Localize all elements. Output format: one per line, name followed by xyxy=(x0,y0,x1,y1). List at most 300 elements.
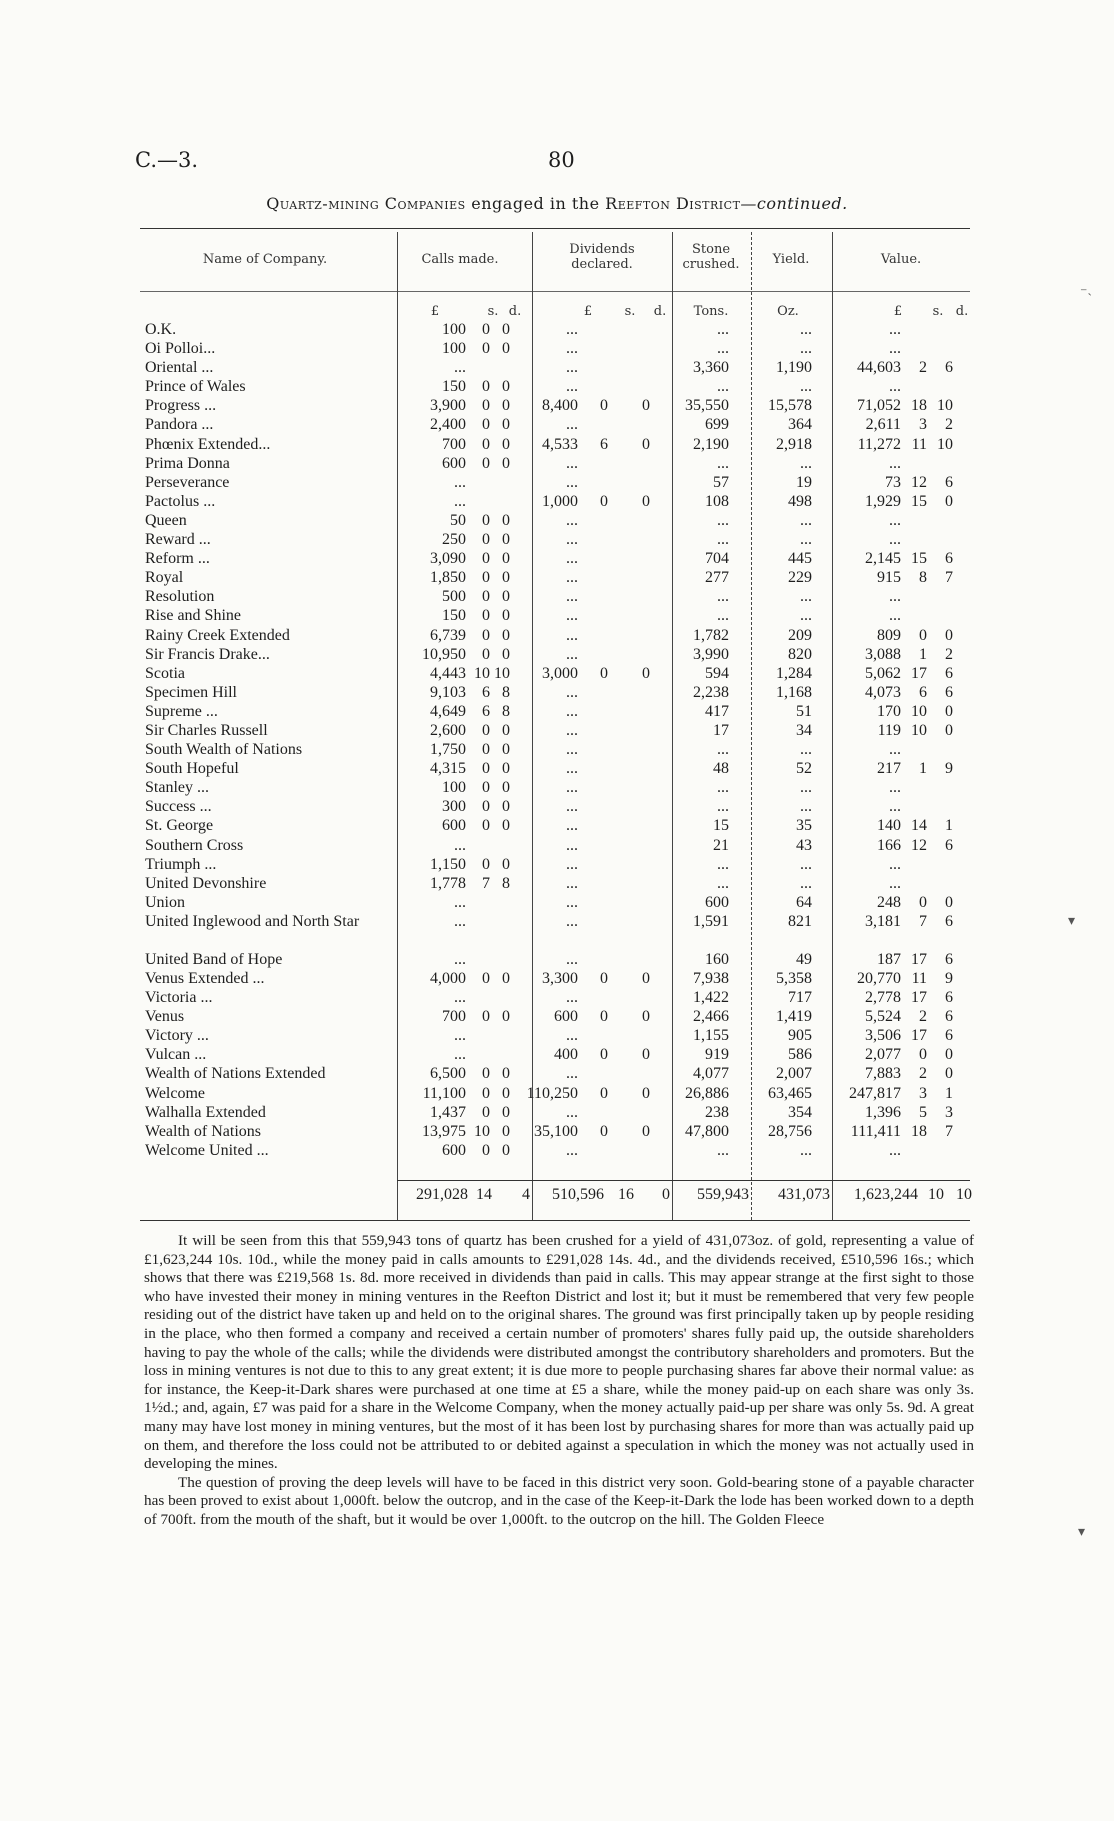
stone-crushed-tons: 594 xyxy=(705,664,729,682)
stone-crushed-tons: 417 xyxy=(705,702,729,720)
dividends-pounds: 8,400 xyxy=(542,397,578,415)
stone-crushed-tons: ... xyxy=(717,798,729,816)
value-pounds: 2,145 xyxy=(865,550,901,568)
company-name: Resolution xyxy=(145,588,215,606)
stone-crushed-tons: ... xyxy=(717,855,729,873)
col-header-dividends-line1: Dividends xyxy=(569,242,635,257)
value-shillings xyxy=(901,511,927,530)
table-row xyxy=(141,1026,953,1045)
dividends-shillings xyxy=(578,587,608,606)
dividends-pence xyxy=(608,683,650,702)
value-shillings: 5 xyxy=(919,1103,927,1121)
dividends-pounds: ... xyxy=(566,989,578,1007)
value-pence: 6 xyxy=(945,950,953,968)
value-pence: 0 xyxy=(945,492,953,510)
value-pounds: 1,929 xyxy=(865,492,901,510)
value-pence xyxy=(927,339,953,358)
yield-oz: 905 xyxy=(788,1027,812,1045)
dividends-pence xyxy=(608,1103,650,1122)
total-tons: 559,943 xyxy=(697,1186,749,1203)
unit-div-s: s. xyxy=(624,304,636,319)
calls-pence: 0 xyxy=(502,340,510,358)
dividends-shillings xyxy=(578,626,608,645)
table-row xyxy=(141,435,953,454)
stone-crushed-tons: 1,782 xyxy=(693,626,729,644)
value-shillings xyxy=(901,778,927,797)
calls-shillings: 10 xyxy=(474,664,490,682)
value-shillings: 10 xyxy=(911,702,927,720)
calls-pounds: 2,400 xyxy=(430,416,466,434)
value-pence: 9 xyxy=(945,970,953,987)
value-pence: 10 xyxy=(937,435,953,453)
value-shillings xyxy=(901,320,927,339)
dividends-pounds: ... xyxy=(566,416,578,434)
value-pence xyxy=(927,320,953,339)
calls-pounds: 500 xyxy=(442,588,466,606)
col-header-stone xyxy=(672,242,750,272)
stone-crushed-tons: ... xyxy=(717,378,729,396)
header-bottom-rule xyxy=(140,291,970,292)
table-row xyxy=(141,816,953,835)
calls-pounds: 150 xyxy=(442,378,466,396)
dividends-shillings xyxy=(578,377,608,396)
calls-pounds: 3,900 xyxy=(430,397,466,415)
company-name: Reward ... xyxy=(145,531,211,549)
calls-shillings: 0 xyxy=(482,1103,490,1121)
yield-oz: 821 xyxy=(788,912,812,930)
unit-tons: Tons. xyxy=(693,304,729,319)
calls-shillings: 6 xyxy=(482,702,490,720)
value-shillings: 15 xyxy=(911,492,927,510)
value-pounds: 187 xyxy=(877,950,901,968)
calls-pence: 0 xyxy=(502,1122,510,1140)
dividends-pounds: ... xyxy=(566,912,578,930)
table-row xyxy=(141,1141,953,1160)
company-name: Pactolus ... xyxy=(145,492,216,510)
yield-oz: 43 xyxy=(796,836,812,854)
company-name: Progress ... xyxy=(145,397,217,415)
stone-crushed-tons: 47,800 xyxy=(685,1122,729,1140)
value-pence: 6 xyxy=(945,1027,953,1045)
value-pounds: 809 xyxy=(877,626,901,644)
calls-shillings: 0 xyxy=(482,645,490,663)
value-shillings: 0 xyxy=(919,893,927,911)
dividends-pounds: ... xyxy=(566,855,578,873)
col-header-stone-line2: crushed. xyxy=(682,257,740,272)
dividends-pence: 0 xyxy=(642,492,650,510)
value-pounds: 73 xyxy=(885,473,901,491)
calls-pounds: 100 xyxy=(442,321,466,338)
value-pence: 1 xyxy=(945,1084,953,1102)
stone-crushed-tons: ... xyxy=(717,531,729,549)
calls-pence: 0 xyxy=(502,1103,510,1121)
stone-crushed-tons: 160 xyxy=(705,950,729,968)
calls-shillings: 0 xyxy=(482,550,490,568)
value-shillings: 8 xyxy=(919,569,927,587)
stone-crushed-tons: 4,077 xyxy=(693,1065,729,1083)
value-shillings: 14 xyxy=(911,817,927,835)
yield-oz: ... xyxy=(800,741,812,759)
total-calls-d: 4 xyxy=(522,1186,530,1203)
title-part-3: Reefton District xyxy=(605,194,741,213)
value-pounds: 3,088 xyxy=(865,645,901,663)
value-pence: 2 xyxy=(945,645,953,663)
value-pounds: ... xyxy=(889,340,901,358)
company-name: Supreme ... xyxy=(145,702,218,720)
dividends-pence xyxy=(608,415,650,434)
stone-crushed-tons: 1,422 xyxy=(693,989,729,1007)
unit-calls-d: d. xyxy=(508,304,522,319)
dividends-shillings xyxy=(578,702,608,721)
value-pence: 0 xyxy=(945,1065,953,1083)
dividends-shillings xyxy=(578,1103,608,1122)
table-row xyxy=(141,1122,953,1141)
dividends-pounds: ... xyxy=(566,1103,578,1121)
calls-pence: 0 xyxy=(502,588,510,606)
col-header-stone-line1: Stone xyxy=(691,242,731,257)
stone-crushed-tons: 26,886 xyxy=(685,1084,729,1102)
stone-crushed-tons: 3,990 xyxy=(693,645,729,663)
company-name: United Devonshire xyxy=(145,874,267,892)
company-name: Success ... xyxy=(145,798,212,816)
calls-pence: 0 xyxy=(502,779,510,797)
yield-oz: 1,419 xyxy=(776,1008,812,1026)
yield-oz: 34 xyxy=(796,721,812,739)
dividends-pence xyxy=(608,740,650,759)
calls-pence xyxy=(490,1026,510,1045)
total-yield: 431,073 xyxy=(778,1186,830,1203)
calls-shillings: 0 xyxy=(482,1008,490,1026)
stone-crushed-tons: 2,466 xyxy=(693,1008,729,1026)
value-pence xyxy=(927,530,953,549)
dividends-pence xyxy=(608,759,650,778)
yield-oz: 35 xyxy=(796,817,812,835)
dividends-shillings xyxy=(578,893,608,912)
dividends-pounds: 400 xyxy=(554,1046,578,1064)
value-shillings xyxy=(901,855,927,874)
calls-shillings: 0 xyxy=(482,454,490,472)
calls-pounds: 6,739 xyxy=(430,626,466,644)
stone-crushed-tons: 21 xyxy=(713,836,729,854)
col-header-name: Name of Company. xyxy=(202,252,328,267)
dividends-pence xyxy=(608,339,650,358)
value-pence: 1 xyxy=(945,817,953,835)
dividends-pence xyxy=(608,626,650,645)
value-pounds: ... xyxy=(889,741,901,759)
dividends-pounds: ... xyxy=(566,359,578,377)
unit-div-pound: £ xyxy=(583,304,593,319)
yield-oz: ... xyxy=(800,607,812,625)
dividends-shillings xyxy=(578,1141,608,1160)
value-pence: 3 xyxy=(945,1103,953,1121)
dividends-pence xyxy=(608,587,650,606)
paragraph-1: It will be seen from this that 559,943 tons of quartz has been crushed for a yield of 431,073oz. of gold, representing a value of £1,623,244 10s. 10d., while the money paid in calls amounts to £291,028 14s. 4d., and the dividends received, £510,596 16s.; which shows that there was £219,568 1s. 8d. more received in dividends than paid in calls. This may appear strange at the first sight to those who have invested their money in mining ventures in the Reefton District and lost it; but it must be remembered that very few people residing out of the district have taken up and held on to the original shares. The ground was first principally taken up by people residing in the place, who then formed a company and received a certain number of promoters' shares fully paid up, the outside shareholders having to pay the whole of the calls; while the dividends were distributed amongst the contributory shareholders and promoters. But the loss in mining ventures is not due to this to any great extent; it is due more to people purchasing shares far above their normal value: as for instance, the Keep-it-Dark shares were purchased at one time at £5 a share, while the money paid-up on each share was only 3s. 1½d.; and, again, £7 was paid for a share in the Welcome Company, when the money actually paid-up per share was only 5s. 9d. A great many may have lost money in mining ventures, but the most of it has been lost by purchasing shares for more than was actually paid up on them, and therefore the loss could not be attributed to or debited against a speculation in which the money was not actually used in developing the mines. xyxy=(144,1232,974,1473)
calls-pounds: ... xyxy=(454,1046,466,1064)
calls-pounds: 600 xyxy=(442,817,466,835)
dividends-pence xyxy=(608,358,650,377)
calls-pounds: 4,315 xyxy=(430,760,466,778)
value-pounds: 2,611 xyxy=(865,416,901,434)
calls-pounds: 600 xyxy=(442,454,466,472)
calls-pence: 0 xyxy=(502,531,510,549)
value-pounds: 20,770 xyxy=(857,970,901,987)
table-row xyxy=(141,358,953,377)
value-shillings xyxy=(901,874,927,893)
dividends-pence: 0 xyxy=(642,435,650,453)
dividends-pence xyxy=(608,454,650,473)
table-row xyxy=(141,988,953,1007)
calls-shillings: 0 xyxy=(482,626,490,644)
dividends-shillings xyxy=(578,549,608,568)
yield-oz: ... xyxy=(800,378,812,396)
value-shillings: 10 xyxy=(911,721,927,739)
total-calls-pound: 291,028 xyxy=(416,1186,468,1203)
value-shillings: 11 xyxy=(911,970,927,987)
calls-pence: 0 xyxy=(502,511,510,529)
stone-crushed-tons: ... xyxy=(717,321,729,338)
company-name: Phœnix Extended... xyxy=(145,435,271,453)
table-row xyxy=(141,549,953,568)
calls-shillings xyxy=(466,492,490,511)
value-pence xyxy=(927,606,953,625)
company-name: St. George xyxy=(145,817,214,835)
calls-pence xyxy=(490,912,510,950)
dividends-pence xyxy=(608,874,650,893)
yield-oz: ... xyxy=(800,1141,812,1159)
calls-pounds: 2,600 xyxy=(430,721,466,739)
company-name: Perseverance xyxy=(145,473,230,491)
total-value-pound: 1,623,244 xyxy=(854,1186,918,1203)
company-name: Sir Francis Drake... xyxy=(145,645,270,663)
dividends-pence xyxy=(608,568,650,587)
value-shillings: 0 xyxy=(919,626,927,644)
value-pounds: ... xyxy=(889,607,901,625)
value-shillings: 12 xyxy=(911,473,927,491)
value-shillings: 17 xyxy=(911,950,927,968)
calls-pence xyxy=(490,988,510,1007)
dividends-pounds: ... xyxy=(566,378,578,396)
value-pounds: 44,603 xyxy=(857,359,901,377)
dividends-pounds: ... xyxy=(566,741,578,759)
calls-pence xyxy=(490,836,510,855)
calls-pence: 0 xyxy=(502,817,510,835)
dividends-pounds: ... xyxy=(566,645,578,663)
stone-crushed-tons: 600 xyxy=(705,893,729,911)
yield-oz: 28,756 xyxy=(768,1122,812,1140)
calls-pounds: 1,150 xyxy=(430,855,466,873)
table-row xyxy=(141,492,953,511)
title-part-2: engaged in the xyxy=(465,194,606,213)
dividends-pounds: ... xyxy=(566,531,578,549)
table-row xyxy=(141,950,953,969)
table-row xyxy=(141,1103,953,1122)
dividends-shillings: 6 xyxy=(600,435,608,453)
yield-oz: 63,465 xyxy=(768,1084,812,1102)
calls-shillings: 0 xyxy=(482,1141,490,1159)
yield-oz: ... xyxy=(800,511,812,529)
dividends-shillings xyxy=(578,473,608,492)
dividends-pence xyxy=(608,377,650,396)
total-value-d: 10 xyxy=(956,1186,972,1203)
value-pounds: 217 xyxy=(877,760,901,778)
calls-shillings xyxy=(466,893,490,912)
table-row xyxy=(141,759,953,778)
calls-pounds: 700 xyxy=(442,1008,466,1026)
dividends-pence xyxy=(608,950,650,969)
col-header-yield: Yield. xyxy=(772,252,810,267)
dividends-shillings xyxy=(578,1064,608,1083)
calls-shillings: 0 xyxy=(482,435,490,453)
value-pounds: ... xyxy=(889,511,901,529)
value-pounds: ... xyxy=(889,779,901,797)
value-pence: 6 xyxy=(945,473,953,491)
title-part-1: Quartz-mining Companies xyxy=(266,194,466,213)
company-name: Union xyxy=(145,893,185,911)
table-bottom-rule xyxy=(140,1220,970,1221)
calls-shillings xyxy=(466,358,490,377)
value-pounds: ... xyxy=(889,588,901,606)
dividends-pence xyxy=(608,702,650,721)
calls-pence: 0 xyxy=(502,1141,510,1159)
dividends-shillings: 0 xyxy=(600,970,608,987)
unit-div-d: d. xyxy=(653,304,667,319)
yield-oz: 49 xyxy=(796,950,812,968)
dividends-pounds: ... xyxy=(566,588,578,606)
value-shillings: 3 xyxy=(919,416,927,434)
table-row xyxy=(141,1084,953,1103)
company-name: South Hopeful xyxy=(145,760,239,778)
stone-crushed-tons: ... xyxy=(717,607,729,625)
dividends-pounds: 3,000 xyxy=(542,664,578,682)
stone-crushed-tons: 108 xyxy=(705,492,729,510)
value-pence xyxy=(927,778,953,797)
dividends-shillings xyxy=(578,836,608,855)
company-name: Triumph ... xyxy=(145,855,217,873)
total-div-pound: 510,596 xyxy=(552,1186,604,1203)
col-header-dividends xyxy=(532,242,672,272)
value-shillings: 2 xyxy=(919,1008,927,1026)
col-header-calls: Calls made. xyxy=(421,252,499,267)
value-pence: 6 xyxy=(945,912,953,930)
value-pounds: 119 xyxy=(877,721,901,739)
value-pence xyxy=(927,454,953,473)
value-pence: 10 xyxy=(937,397,953,415)
title-part-4: —continued. xyxy=(740,194,848,213)
scan-mark: ⁻˴ xyxy=(1080,285,1093,301)
company-name: Pandora ... xyxy=(145,416,214,434)
calls-pounds: ... xyxy=(454,1027,466,1045)
table-row xyxy=(141,530,953,549)
dividends-shillings xyxy=(578,988,608,1007)
company-name: Venus Extended ... xyxy=(145,970,265,987)
value-shillings: 1 xyxy=(919,760,927,778)
table-row xyxy=(141,473,953,492)
table-row xyxy=(141,587,953,606)
table-row xyxy=(141,1007,953,1026)
table-row xyxy=(141,606,953,625)
calls-pounds: 50 xyxy=(450,511,466,529)
value-pounds: 5,062 xyxy=(865,664,901,682)
value-pounds: 11,272 xyxy=(857,435,901,453)
dividends-pence xyxy=(608,816,650,835)
calls-shillings: 0 xyxy=(482,970,490,987)
calls-shillings: 0 xyxy=(482,321,490,338)
value-shillings: 18 xyxy=(911,1122,927,1140)
calls-pounds: 4,000 xyxy=(430,970,466,987)
dividends-shillings xyxy=(578,530,608,549)
dividends-shillings xyxy=(578,950,608,969)
paragraph-2: The question of proving the deep levels will have to be faced in this district very soon. Gold-bearing stone of a payable character has been proved to exist about 1,000ft. below the outcrop, and in the case of the Keep-it-Dark the lode has been worked down to a depth of 700ft. from the mouth of the shaft, but it would be over 1,000ft. to the outcrop on the hill. The Golden Fleece xyxy=(144,1473,974,1528)
value-shillings: 11 xyxy=(911,435,927,453)
company-name: Wealth of Nations Extended xyxy=(145,1065,326,1083)
dividends-pence: 0 xyxy=(642,664,650,682)
table-row xyxy=(141,721,953,740)
calls-pence xyxy=(490,1045,510,1064)
calls-pence: 0 xyxy=(502,435,510,453)
calls-pounds: ... xyxy=(454,473,466,491)
company-name: Scotia xyxy=(145,664,185,682)
calls-pounds: 150 xyxy=(442,607,466,625)
value-pence: 6 xyxy=(945,683,953,701)
company-name: Vulcan ... xyxy=(145,1046,207,1064)
stone-crushed-tons: 2,238 xyxy=(693,683,729,701)
value-pence: 0 xyxy=(945,721,953,739)
dividends-pounds: ... xyxy=(566,569,578,587)
dividends-shillings xyxy=(578,415,608,434)
dividends-pounds: ... xyxy=(566,1065,578,1083)
value-pounds: 111,411 xyxy=(850,1122,901,1140)
yield-oz: 354 xyxy=(788,1103,812,1121)
dividends-pounds: ... xyxy=(566,473,578,491)
calls-pounds: ... xyxy=(454,492,466,510)
company-name: United Inglewood and North Star xyxy=(145,912,360,930)
yield-oz: ... xyxy=(800,454,812,472)
value-pence: 7 xyxy=(945,569,953,587)
calls-pounds: ... xyxy=(454,836,466,854)
calls-shillings: 0 xyxy=(482,569,490,587)
page-number: 80 xyxy=(548,148,575,172)
company-name: Oi Polloi... xyxy=(145,340,216,358)
table-row xyxy=(141,855,953,874)
stone-crushed-tons: 3,360 xyxy=(693,359,729,377)
calls-shillings: 0 xyxy=(482,1065,490,1083)
calls-pence: 0 xyxy=(502,550,510,568)
yield-oz: 717 xyxy=(788,989,812,1007)
value-pounds: 247,817 xyxy=(849,1084,901,1102)
dividends-pence: 0 xyxy=(642,1084,650,1102)
value-pounds: ... xyxy=(889,874,901,892)
table-row xyxy=(141,415,953,434)
table-row xyxy=(141,797,953,816)
unit-calls-pound: £ xyxy=(430,304,440,319)
value-shillings: 3 xyxy=(919,1084,927,1102)
value-pence: 7 xyxy=(945,1122,953,1140)
value-pounds: 3,506 xyxy=(865,1027,901,1045)
value-shillings xyxy=(901,454,927,473)
dividends-pence xyxy=(608,988,650,1007)
value-pounds: ... xyxy=(889,1141,901,1159)
yield-oz: 1,190 xyxy=(776,359,812,377)
dividends-pounds: ... xyxy=(566,607,578,625)
value-shillings: 17 xyxy=(911,1027,927,1045)
calls-pence: 0 xyxy=(502,798,510,816)
dividends-pounds: ... xyxy=(566,950,578,968)
company-name: Rise and Shine xyxy=(145,607,241,625)
stone-crushed-tons: ... xyxy=(717,588,729,606)
dividends-pounds: ... xyxy=(566,550,578,568)
stone-crushed-tons: 704 xyxy=(705,550,729,568)
dividends-pounds: ... xyxy=(566,779,578,797)
